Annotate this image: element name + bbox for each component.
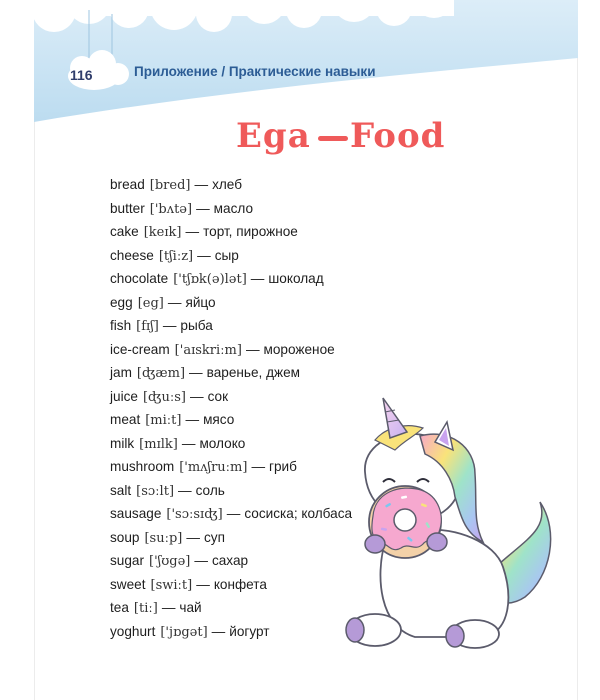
vocab-word: jam — [110, 365, 132, 380]
vocab-translation: соль — [195, 482, 225, 498]
vocab-item: ice-cream ['aɪskriːm] — мороженое — [110, 341, 335, 358]
vocab-translation: мясо — [203, 412, 235, 427]
vocab-item: bread [bred] — хлеб — [110, 177, 243, 193]
vocab-translation: йогурт — [229, 623, 270, 639]
vocab-word: juice — [110, 388, 138, 404]
vocab-translation: сок — [207, 388, 229, 404]
vocab-item: sugar ['ʃʊgə] — сахар — [110, 553, 249, 569]
vocab-item: cheese [tʃiːz] — сыр — [110, 247, 239, 264]
vocabulary-list — [110, 174, 352, 644]
vocab-translation: варенье, джем — [206, 365, 301, 380]
vocab-transcription: [keɪk] — [143, 225, 182, 240]
vocab-item: butter ['bʌtə] — масло — [110, 200, 254, 217]
vocab-translation: торт, пирожное — [203, 224, 298, 239]
vocab-item: chocolate ['tʃɒk(ə)lət] — шоколад — [110, 271, 324, 287]
vocab-word: yoghurt — [110, 623, 156, 639]
vocab-translation: сахар — [211, 553, 249, 568]
vocab-translation: хлеб — [212, 177, 243, 192]
vocab-transcription: ['aɪskriːm] — [174, 342, 242, 358]
vocab-transcription: ['mʌʃruːm] — [179, 460, 248, 475]
page-number: 116 — [70, 67, 93, 83]
vocab-item: tea [tiː] — чай — [110, 600, 202, 616]
vocab-word: salt — [110, 482, 132, 498]
vocab-item: fish [fɪʃ] — рыба — [110, 318, 213, 334]
vocab-word: ice-cream — [110, 341, 170, 357]
vocab-translation: суп — [203, 529, 225, 545]
vocab-word: tea — [110, 600, 129, 615]
vocab-item: milk [mɪlk] — молоко — [110, 435, 246, 452]
vocab-translation: молоко — [199, 435, 246, 451]
vocab-translation: рыба — [180, 318, 213, 333]
vocab-transcription: ['sɔːsɪʤ] — [166, 507, 223, 522]
vocab-item: jam [ʤæm] — варенье, джем — [110, 365, 301, 381]
vocab-item: egg [eg] — яйцо — [110, 294, 216, 311]
vocab-item: juice [ʤuːs] — сок — [110, 388, 229, 405]
vocab-translation: гриб — [269, 459, 297, 474]
vocab-transcription: ['bʌtə] — [149, 201, 193, 217]
vocab-word: butter — [110, 200, 145, 216]
vocab-item: meat [miːt] — мясо — [110, 412, 235, 428]
vocab-item: cake [keɪk] — торт, пирожное — [110, 224, 298, 240]
vocab-word: sweet — [110, 576, 146, 592]
vocab-translation: масло — [213, 200, 254, 216]
vocab-word: sausage — [110, 506, 162, 521]
section-title: Приложение / Практические навыки — [134, 64, 376, 79]
vocab-word: soup — [110, 529, 140, 545]
vocab-translation: сосиска; колбаса — [244, 506, 353, 521]
vocab-item: yoghurt ['jɒgət] — йогурт — [110, 623, 270, 640]
vocab-transcription: [fɪʃ] — [136, 319, 159, 334]
vocab-word: mushroom — [110, 459, 175, 474]
vocab-word: bread — [110, 177, 145, 192]
vocab-transcription: [miːt] — [145, 413, 182, 428]
vocab-word: cake — [110, 224, 139, 239]
vocab-item: soup [suːp] — суп — [110, 529, 225, 546]
vocab-translation: мороженое — [263, 341, 335, 357]
vocab-transcription: [bred] — [149, 178, 191, 193]
vocab-word: sugar — [110, 553, 145, 568]
vocab-transcription: ['jɒgət] — [160, 624, 208, 640]
vocab-transcription: [ʤuːs] — [142, 389, 186, 405]
vocab-translation: сыр — [214, 247, 239, 263]
vocab-transcription: [eg] — [137, 295, 164, 311]
vocab-transcription: ['tʃɒk(ə)lət] — [173, 272, 247, 287]
vocab-transcription: [tʃiːz] — [158, 248, 194, 264]
vocab-word: milk — [110, 435, 135, 451]
unicorn-with-donut-icon — [335, 392, 555, 657]
vocab-translation: чай — [179, 600, 202, 615]
page-title-english: Food — [350, 116, 446, 156]
vocab-transcription: [sɔːlt] — [136, 483, 175, 499]
vocab-word: cheese — [110, 247, 154, 263]
vocab-transcription: [mɪlk] — [139, 436, 178, 452]
title-dash — [318, 136, 348, 141]
vocab-translation: шоколад — [268, 271, 324, 286]
vocab-word: meat — [110, 412, 141, 427]
vocab-transcription: ['ʃʊgə] — [149, 554, 191, 569]
vocab-translation: конфета — [213, 576, 267, 592]
vocab-transcription: [swiːt] — [150, 577, 193, 593]
vocab-item: salt [sɔːlt] — соль — [110, 482, 225, 499]
vocab-transcription: [suːp] — [144, 530, 183, 546]
vocab-word: fish — [110, 318, 132, 333]
vocab-translation: яйцо — [185, 294, 216, 310]
vocab-item: mushroom ['mʌʃruːm] — гриб — [110, 459, 297, 475]
vocab-transcription: [tiː] — [133, 601, 158, 616]
vocab-item: sweet [swiːt] — конфета — [110, 576, 267, 593]
vocab-transcription: [ʤæm] — [136, 366, 186, 381]
vocab-word: egg — [110, 294, 133, 310]
vocab-item: sausage ['sɔːsɪʤ] — сосиска; колбаса — [110, 506, 353, 522]
vocab-word: chocolate — [110, 271, 169, 286]
page-title-russian: Ega — [236, 116, 311, 156]
